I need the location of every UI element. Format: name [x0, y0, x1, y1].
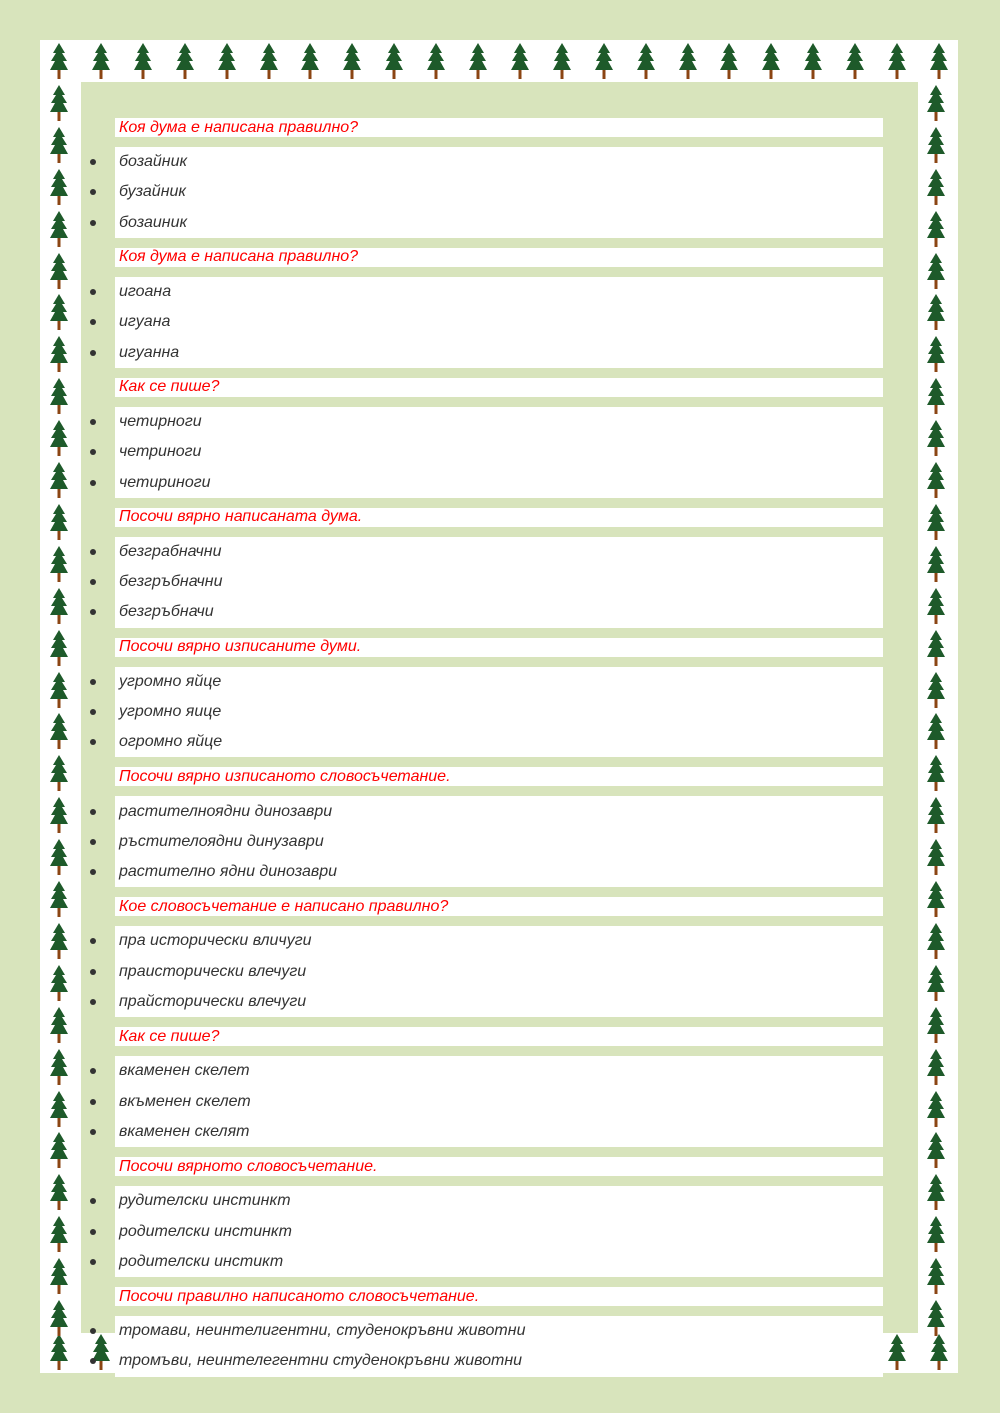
answer-option[interactable] [115, 926, 883, 956]
answer-option[interactable] [115, 407, 883, 437]
pine-tree-icon [133, 41, 153, 81]
pine-tree-icon [49, 1172, 69, 1212]
pine-tree-icon [49, 1005, 69, 1045]
bullet-icon [90, 1259, 96, 1265]
answer-option-label: угромно яице [119, 703, 222, 720]
pine-tree-icon [803, 41, 823, 81]
pine-tree-icon [926, 1089, 946, 1129]
question-text: Коя дума е написана правилно? [115, 248, 883, 267]
pine-tree-icon [217, 41, 237, 81]
answer-options [115, 277, 883, 368]
answer-option[interactable] [115, 697, 883, 727]
pine-tree-icon [845, 41, 865, 81]
answer-option[interactable] [115, 1247, 883, 1277]
pine-tree-icon [49, 1130, 69, 1170]
pine-tree-icon [594, 41, 614, 81]
answer-option-label: безграбначни [119, 542, 222, 560]
question-text: Посочи вярно изписаните думи. [115, 638, 883, 657]
answer-option-label: игуанна [119, 343, 180, 361]
pine-tree-icon [926, 418, 946, 458]
bullet-icon [90, 1129, 96, 1135]
pine-tree-icon [342, 41, 362, 81]
answer-options [115, 1056, 883, 1147]
bullet-icon [90, 220, 96, 226]
answer-option-label: родителски инстинкт [119, 1222, 292, 1240]
pine-tree-icon [49, 795, 69, 835]
pine-tree-icon [49, 334, 69, 374]
pine-tree-icon [49, 83, 69, 123]
answer-option-label: растително ядни динозаври [119, 863, 337, 881]
answer-option[interactable] [115, 987, 883, 1017]
pine-tree-icon [761, 41, 781, 81]
pine-tree-icon [49, 628, 69, 668]
answer-options [115, 796, 883, 887]
bullet-icon [90, 999, 96, 1005]
pine-tree-icon [926, 628, 946, 668]
pine-tree-icon [426, 41, 446, 81]
answer-option-label: праисторически влечуги [119, 962, 307, 980]
question-text: Посочи вярно изписаното словосъчетание. [115, 767, 883, 786]
pine-tree-icon [926, 83, 946, 123]
pine-tree-icon [49, 711, 69, 751]
answer-option-label: прайсторически влечуги [119, 993, 307, 1011]
answer-option-label: бозайник [119, 153, 188, 171]
answer-option[interactable] [115, 827, 883, 857]
answer-option-label: четириноги [119, 473, 211, 491]
question-text: Как се пише? [115, 1027, 883, 1046]
answer-option[interactable] [115, 467, 883, 497]
answer-option[interactable] [115, 1316, 883, 1346]
answer-option[interactable] [115, 1346, 883, 1376]
pine-tree-icon [49, 167, 69, 207]
pine-tree-icon [49, 41, 69, 81]
answer-option[interactable] [115, 857, 883, 887]
bullet-icon [90, 1229, 96, 1235]
pine-tree-icon [719, 41, 739, 81]
answer-option-label: родителски инстикт [119, 1252, 284, 1270]
bullet-icon [90, 679, 96, 685]
pine-tree-icon [510, 41, 530, 81]
bullet-icon [90, 480, 96, 486]
pine-tree-icon [926, 1047, 946, 1087]
pine-tree-icon [49, 1047, 69, 1087]
question-text: Кое словосъчетание е написано правилно? [115, 897, 883, 916]
answer-option-label: безгръбначни [119, 573, 223, 591]
answer-option[interactable] [115, 1056, 883, 1086]
pine-tree-icon [926, 1130, 946, 1170]
question-text: Посочи правилно написаното словосъчетание. [115, 1287, 883, 1306]
question-block [115, 378, 883, 498]
answer-option-label: растителноядни динозаври [119, 802, 333, 820]
question-block [115, 248, 883, 368]
answer-option[interactable] [115, 307, 883, 337]
pine-tree-icon [49, 376, 69, 416]
bullet-icon [90, 579, 96, 585]
bullet-icon [90, 1198, 96, 1204]
bullet-icon [90, 319, 96, 325]
pine-tree-icon [49, 502, 69, 542]
answer-option-label: вкаменен скелят [119, 1122, 250, 1140]
pine-tree-icon [49, 209, 69, 249]
bullet-icon [90, 449, 96, 455]
pine-tree-icon [300, 41, 320, 81]
pine-tree-icon [887, 41, 907, 81]
answer-option-label: тромъви, неинтелегентни студенокръвни животни [119, 1352, 523, 1370]
pine-tree-icon [552, 41, 572, 81]
pine-tree-icon [49, 544, 69, 584]
answer-option-label: тромави, неинтелигентни, студенокръвни животни [119, 1322, 526, 1340]
question-block [115, 1157, 883, 1277]
bullet-icon [90, 350, 96, 356]
question-text: Посочи вярното словосъчетание. [115, 1157, 883, 1176]
quiz-list [115, 118, 883, 1387]
question-block [115, 1287, 883, 1377]
pine-tree-icon [175, 41, 195, 81]
pine-tree-icon [49, 670, 69, 710]
pine-tree-icon [926, 586, 946, 626]
quiz-panel [81, 82, 918, 1370]
pine-tree-icon [49, 251, 69, 291]
pine-tree-icon [926, 544, 946, 584]
answer-option-label: вкаменен скелет [119, 1062, 250, 1080]
answer-options [115, 407, 883, 498]
pine-tree-icon [49, 963, 69, 1003]
pine-tree-icon [926, 1214, 946, 1254]
pine-tree-icon [926, 1256, 946, 1296]
answer-option[interactable] [115, 177, 883, 207]
question-block [115, 508, 883, 628]
pine-tree-icon [49, 879, 69, 919]
pine-tree-icon [926, 376, 946, 416]
question-block [115, 767, 883, 887]
pine-tree-icon [926, 292, 946, 332]
question-text: Коя дума е написана правилно? [115, 118, 883, 137]
pine-tree-icon [926, 334, 946, 374]
pine-tree-icon [49, 586, 69, 626]
bullet-icon [90, 839, 96, 845]
pine-tree-icon [926, 1172, 946, 1212]
pine-tree-icon [926, 753, 946, 793]
answer-options [115, 1186, 883, 1277]
pine-tree-icon [91, 1332, 111, 1372]
bullet-icon [90, 809, 96, 815]
question-text: Как се пише? [115, 378, 883, 397]
answer-option-label: четирноги [119, 412, 202, 430]
answer-option-label: бозаиник [119, 213, 188, 231]
bullet-icon [90, 709, 96, 715]
pine-tree-icon [926, 837, 946, 877]
answer-option-label: пра исторически вличуги [119, 932, 312, 950]
pine-tree-icon [259, 41, 279, 81]
answer-option-label: огромно яйце [119, 733, 223, 751]
answer-option-label: четриноги [119, 443, 202, 461]
pine-tree-icon [636, 41, 656, 81]
pine-tree-icon [926, 711, 946, 751]
pine-tree-icon [926, 209, 946, 249]
answer-option-label: безгръбначи [119, 603, 214, 621]
answer-option[interactable] [115, 1117, 883, 1147]
answer-option[interactable] [115, 337, 883, 367]
bullet-icon [90, 869, 96, 875]
answer-option[interactable] [115, 567, 883, 597]
answer-options [115, 1316, 883, 1377]
bullet-icon [90, 739, 96, 745]
bullet-icon [90, 549, 96, 555]
bullet-icon [90, 609, 96, 615]
answer-option[interactable] [115, 1087, 883, 1117]
bullet-icon [90, 969, 96, 975]
pine-tree-icon [49, 921, 69, 961]
bullet-icon [90, 419, 96, 425]
pine-tree-icon [49, 1089, 69, 1129]
answer-option-label: ръстителоядни динузаври [119, 832, 324, 850]
pine-tree-icon [49, 125, 69, 165]
bullet-icon [90, 159, 96, 165]
answer-options [115, 926, 883, 1017]
bullet-icon [90, 1068, 96, 1074]
answer-option[interactable] [115, 537, 883, 567]
pine-tree-icon [926, 502, 946, 542]
answer-option[interactable] [115, 727, 883, 757]
answer-option-label: игоана [119, 283, 172, 301]
pine-tree-icon [49, 460, 69, 500]
pine-tree-icon [91, 41, 111, 81]
pine-tree-icon [926, 125, 946, 165]
question-block [115, 897, 883, 1017]
pine-tree-icon [926, 1298, 946, 1338]
answer-option-label: бузайник [119, 183, 186, 201]
question-block [115, 1027, 883, 1147]
pine-tree-icon [678, 41, 698, 81]
question-text: Посочи вярно написаната дума. [115, 508, 883, 527]
pine-tree-icon [926, 1005, 946, 1045]
answer-option[interactable] [115, 957, 883, 987]
pine-tree-icon [926, 460, 946, 500]
answer-option[interactable] [115, 796, 883, 826]
pine-tree-icon [49, 837, 69, 877]
pine-tree-icon [49, 753, 69, 793]
pine-tree-icon [468, 41, 488, 81]
pine-tree-icon [926, 879, 946, 919]
pine-tree-icon [926, 963, 946, 1003]
pine-tree-icon [926, 921, 946, 961]
answer-option[interactable] [115, 1186, 883, 1216]
bullet-icon [90, 1099, 96, 1105]
pine-tree-icon [926, 795, 946, 835]
pine-tree-icon [49, 292, 69, 332]
answer-option[interactable] [115, 667, 883, 697]
pine-tree-icon [49, 1214, 69, 1254]
answer-option-label: угромно яйце [119, 672, 222, 690]
answer-option[interactable] [115, 208, 883, 238]
answer-options [115, 667, 883, 758]
bullet-icon [90, 938, 96, 944]
pine-tree-icon [929, 41, 949, 81]
answer-option[interactable] [115, 597, 883, 627]
pine-tree-icon [887, 1332, 907, 1372]
pine-tree-icon [49, 1256, 69, 1296]
answer-option[interactable] [115, 147, 883, 177]
bullet-icon [90, 289, 96, 295]
pine-tree-icon [926, 251, 946, 291]
answer-options [115, 147, 883, 238]
answer-options [115, 537, 883, 628]
pine-tree-icon [49, 1298, 69, 1338]
pine-tree-icon [384, 41, 404, 81]
pine-tree-icon [926, 167, 946, 207]
question-block [115, 638, 883, 758]
answer-option[interactable] [115, 277, 883, 307]
answer-option-label: рудителски инстинкт [119, 1192, 291, 1210]
question-block [115, 118, 883, 238]
answer-option-label: вкъменен скелет [119, 1092, 251, 1110]
answer-option[interactable] [115, 1216, 883, 1246]
pine-tree-icon [926, 670, 946, 710]
answer-option-label: игуана [119, 313, 171, 331]
pine-tree-icon [49, 418, 69, 458]
answer-option[interactable] [115, 437, 883, 467]
bullet-icon [90, 189, 96, 195]
